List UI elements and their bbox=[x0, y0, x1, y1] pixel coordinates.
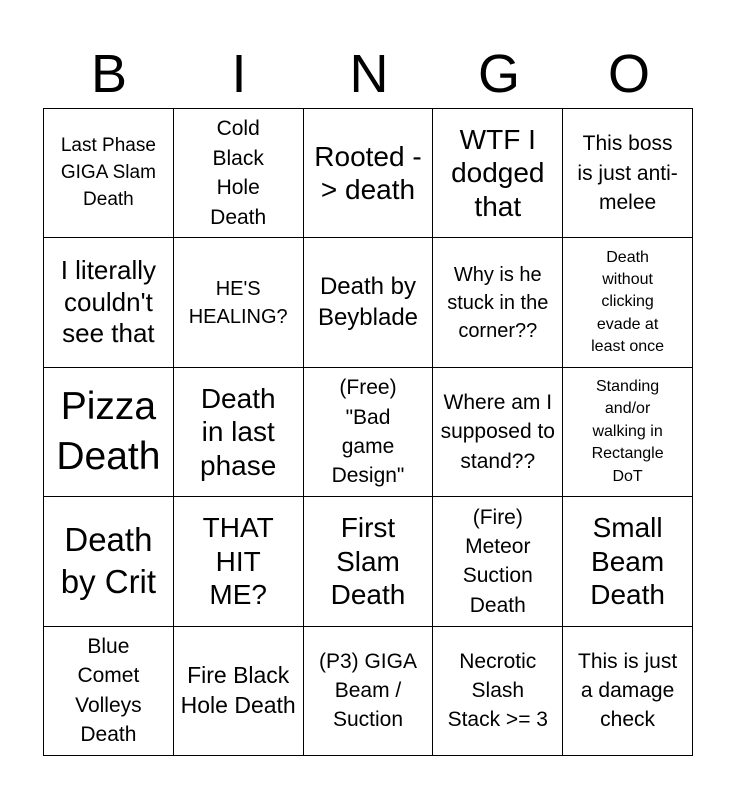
header-letter-n: N bbox=[349, 44, 389, 104]
cell-text: (P3) GIGA Beam / Suction bbox=[318, 649, 417, 732]
cell-text: Pizza Death bbox=[56, 385, 161, 478]
cell-text: I literally couldn't see that bbox=[60, 255, 157, 349]
header-letter-g: G bbox=[477, 44, 520, 104]
cell-text: Where am I supposed to stand?? bbox=[440, 390, 555, 473]
cell-text: THAT HIT ME? bbox=[202, 512, 274, 611]
cell-text: Death in last phase bbox=[200, 382, 277, 481]
cell-text: This boss is just anti-melee bbox=[577, 132, 678, 214]
bingo-cell[interactable] bbox=[433, 238, 563, 367]
bingo-cell[interactable] bbox=[44, 627, 174, 756]
cell-text: Why is he stuck in the corner?? bbox=[447, 263, 549, 342]
header-letter-o: O bbox=[607, 44, 650, 104]
cell-text: Fire Black Hole Death bbox=[180, 661, 296, 718]
cell-text: (Free) "Bad game Design" bbox=[331, 376, 405, 488]
cell-text: Death by Crit bbox=[60, 520, 157, 601]
cell-text: HE'S HEALING? bbox=[188, 277, 288, 328]
bingo-cell[interactable] bbox=[304, 238, 434, 367]
bingo-cell[interactable] bbox=[304, 368, 434, 497]
bingo-cell[interactable] bbox=[44, 368, 174, 497]
bingo-cell[interactable] bbox=[304, 497, 434, 626]
bingo-board bbox=[43, 108, 693, 756]
bingo-cell[interactable] bbox=[433, 109, 563, 238]
cell-text: Last Phase GIGA Slam Death bbox=[60, 134, 156, 210]
bingo-cell[interactable] bbox=[174, 368, 304, 497]
bingo-cell[interactable] bbox=[563, 109, 693, 238]
bingo-cell[interactable] bbox=[563, 627, 693, 756]
cell-text: Standing and/or walking in Rectangle DoT bbox=[591, 378, 664, 485]
bingo-cell[interactable] bbox=[563, 368, 693, 497]
bingo-cell[interactable] bbox=[44, 497, 174, 626]
bingo-cell[interactable] bbox=[433, 368, 563, 497]
bingo-cell[interactable] bbox=[563, 238, 693, 367]
bingo-cell[interactable] bbox=[433, 497, 563, 626]
cell-text: Cold Black Hole Death bbox=[210, 117, 267, 229]
cell-text: Blue Comet Volleys Death bbox=[75, 635, 142, 747]
bingo-cell[interactable] bbox=[304, 627, 434, 756]
cell-text: This is just a damage check bbox=[578, 649, 678, 732]
bingo-cell[interactable] bbox=[174, 238, 304, 367]
cell-text: First Slam Death bbox=[330, 512, 406, 611]
cell-text: Necrotic Slash Stack >= 3 bbox=[447, 649, 548, 732]
bingo-cell[interactable] bbox=[563, 497, 693, 626]
header-letter-i: I bbox=[231, 44, 247, 104]
cell-text: WTF I dodged that bbox=[451, 123, 545, 222]
cell-text: Death by Beyblade bbox=[317, 272, 419, 331]
cell-text: Rooted -> death bbox=[314, 140, 422, 206]
bingo-cell[interactable] bbox=[174, 497, 304, 626]
cell-text: Small Beam Death bbox=[590, 512, 665, 611]
bingo-cell[interactable] bbox=[433, 627, 563, 756]
bingo-cell[interactable] bbox=[44, 238, 174, 367]
bingo-cell[interactable] bbox=[174, 627, 304, 756]
bingo-cell[interactable] bbox=[44, 109, 174, 238]
bingo-cell[interactable] bbox=[304, 109, 434, 238]
cell-text: (Fire) Meteor Suction Death bbox=[462, 505, 533, 617]
bingo-cell[interactable] bbox=[174, 109, 304, 238]
cell-text: Death without clicking evade at least once bbox=[591, 248, 665, 356]
bingo-header bbox=[44, 44, 694, 104]
header-letter-b: B bbox=[90, 44, 128, 104]
